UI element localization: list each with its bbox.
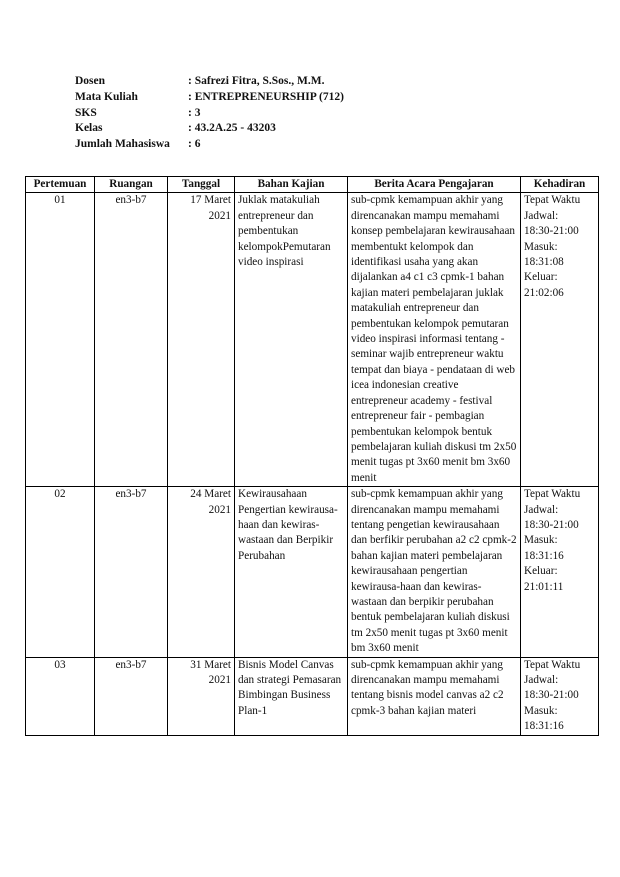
col-header-berita-acara: Berita Acara Pengajaran — [348, 177, 521, 193]
kehadiran-line: 21:02:06 — [524, 286, 564, 299]
cell-ruangan: en3-b7 — [95, 657, 168, 735]
kehadiran-line: Tepat Waktu — [524, 488, 581, 501]
kehadiran-line: Keluar: — [524, 565, 558, 578]
info-label: Dosen — [75, 75, 106, 87]
table-header-row — [26, 177, 599, 193]
info-row — [75, 137, 344, 153]
info-value: : 3 — [188, 106, 201, 119]
col-header-ruangan: Ruangan — [95, 177, 168, 193]
kehadiran-line: Masuk: — [524, 240, 558, 253]
cell-kehadiran — [521, 657, 599, 735]
kehadiran-line: Keluar: — [524, 271, 558, 284]
col-header-bahan-kajian: Bahan Kajian — [235, 177, 348, 193]
kehadiran-line: 18:30-21:00 — [524, 689, 579, 702]
info-row — [75, 90, 344, 106]
cell-tanggal: 24 Maret 2021 — [168, 487, 235, 657]
col-header-kehadiran: Kehadiran — [521, 177, 599, 193]
kehadiran-line: Jadwal: — [524, 503, 559, 516]
info-value: : 43.2A.25 - 43203 — [188, 122, 276, 135]
cell-kehadiran — [521, 487, 599, 657]
kehadiran-line: Masuk: — [524, 704, 558, 717]
info-label: Kelas — [75, 122, 103, 135]
cell-ruangan: en3-b7 — [95, 487, 168, 657]
kehadiran-line: Tepat Waktu — [524, 194, 581, 207]
info-row — [75, 74, 344, 90]
kehadiran-line: Masuk: — [524, 534, 558, 547]
kehadiran-line: 18:31:08 — [524, 256, 564, 269]
info-value: : Safrezi Fitra, S.Sos., M.M. — [188, 75, 325, 87]
kehadiran-line: 18:30-21:00 — [524, 518, 579, 531]
info-label: Jumlah Mahasiswa — [75, 138, 170, 151]
cell-tanggal: 17 Maret 2021 — [168, 193, 235, 487]
kehadiran-line: 18:31:16 — [524, 549, 564, 562]
table-row — [26, 487, 599, 657]
cell-bahan-kajian: Bisnis Model Canvas dan strategi Pemasaran Bimbingan Business Plan-1 — [235, 657, 348, 735]
kehadiran-line: Tepat Waktu — [524, 658, 581, 671]
cell-berita-acara: sub-cpmk kemampuan akhir yang direncanakan mampu memahami tentang pengetian kewirausahaan dan berfikir perubahan a2 c2 cpmk-2 bahan kajian materi pembelajaran kewirausahaan pengertian kewirausa-haan dan kewiras-wastaan dan berpikir perubahan bentuk pembelajaran kuliah diskusi tm 2x50 menit tugas pt 3x60 menit bm 3x60 menit — [348, 487, 521, 657]
cell-ruangan: en3-b7 — [95, 193, 168, 487]
kehadiran-line: Jadwal: — [524, 209, 559, 222]
cell-tanggal: 31 Maret 2021 — [168, 657, 235, 735]
cell-bahan-kajian: Juklak matakuliah entrepreneur dan pembentukan kelompokPemutaran video inspirasi — [235, 193, 348, 487]
info-row — [75, 121, 344, 137]
cell-pertemuan: 02 — [26, 487, 95, 657]
cell-pertemuan: 03 — [26, 657, 95, 735]
info-value: : ENTREPRENEURSHIP (712) — [188, 90, 344, 103]
table-row — [26, 657, 599, 735]
cell-kehadiran — [521, 193, 599, 487]
info-label: SKS — [75, 106, 97, 119]
kehadiran-line: 18:31:16 — [524, 720, 564, 733]
course-info — [75, 74, 344, 153]
kehadiran-line: Jadwal: — [524, 674, 559, 686]
cell-pertemuan: 01 — [26, 193, 95, 487]
kehadiran-line: 18:30-21:00 — [524, 225, 579, 238]
info-value: : 6 — [188, 138, 201, 151]
info-row — [75, 106, 344, 122]
cell-bahan-kajian: Kewirausahaan Pengertian kewirausa-haan dan kewiras-wastaan dan Berpikir Perubahan — [235, 487, 348, 657]
table-row — [26, 193, 599, 487]
kehadiran-line: 21:01:11 — [524, 580, 564, 593]
cell-berita-acara: sub-cpmk kemampuan akhir yang direncanakan mampu memahami tentang bisnis model canvas a2 c2 cpmk-3 bahan kajian materi — [348, 657, 521, 735]
info-label: Mata Kuliah — [75, 90, 138, 103]
attendance-table — [25, 176, 599, 736]
col-header-tanggal: Tanggal — [168, 177, 235, 193]
col-header-pertemuan: Pertemuan — [26, 177, 95, 193]
cell-berita-acara: sub-cpmk kemampuan akhir yang direncanakan mampu memahami konsep pembelajaran kewirausahaan membentukt kelompok dan identifikasi usaha yang akan dijalankan a4 c1 c3 cpmk-1 bahan kajian materi pembelajaran juklak matakuliah entrepreneur dan pembentukan kelompok pemutaran video inspirasi informasi tentang - seminar wajib entrepreneur waktu tempat dan biaya - pendataan di web icea indonesian creative entrepreneur academy - festival entrepreneur fair - pembagian pembentukan kelompok bentuk pembelajaran kuliah diskusi tm 2x50 menit tugas pt 3x60 menit bm 3x60 menit — [348, 193, 521, 487]
